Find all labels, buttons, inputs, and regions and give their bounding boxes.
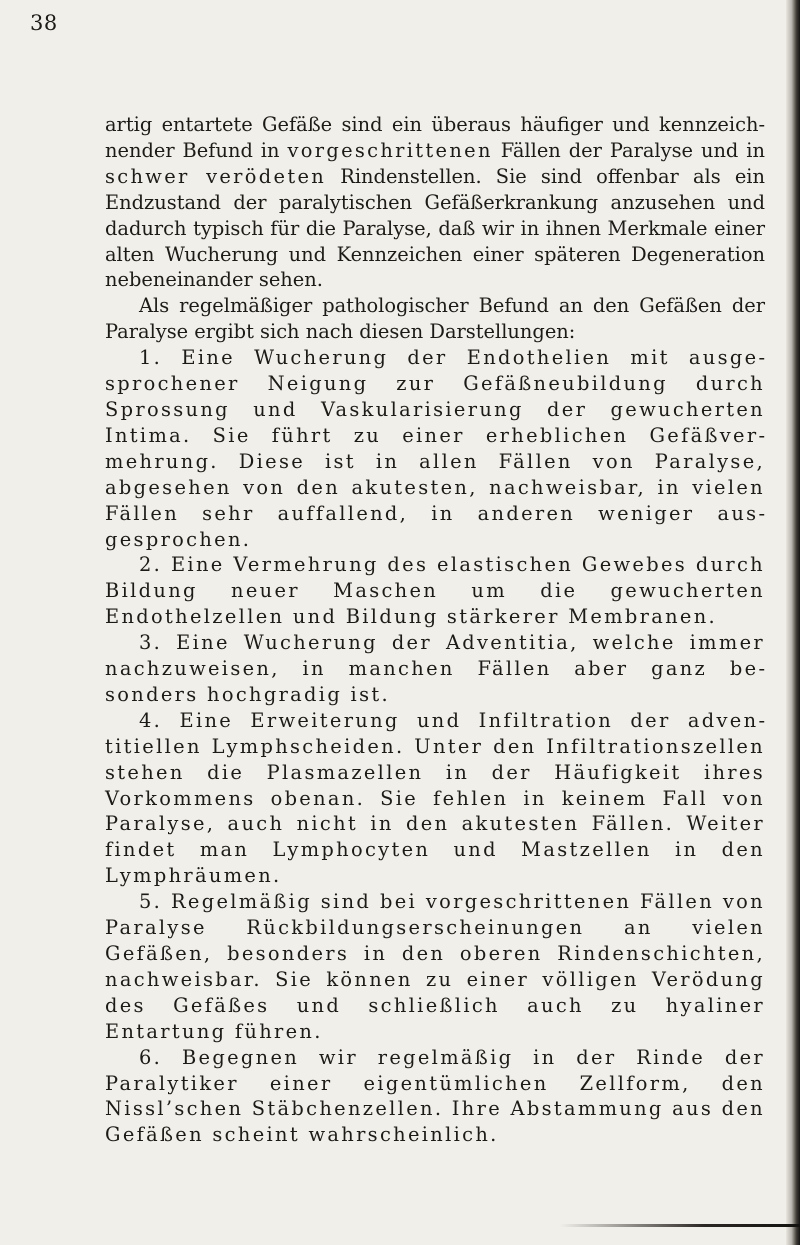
finding-5	[105, 889, 765, 1044]
finding-4	[105, 708, 765, 889]
finding-text: 6. Begegnen wir regelmäßig in der Rinde der Paralytiker einer eigentümlichen Zellform, den Nissl’schen Stäbchenzellen. Ihre Abstammung aus den Gefäßen scheint wahrscheinlich.	[105, 1045, 765, 1147]
text-segment: Rindenstellen. Sie sind offenbar als ein Endzustand der paralytischen Gefäßerkrankung anzusehen und dadurch typisch für die Paralyse, daß wir in ihnen Merkmale einer alten Wucherung und Kennzeichen einer späteren Degeneration nebeneinander sehen.	[105, 164, 765, 292]
page-bottom-edge	[560, 1224, 800, 1227]
finding-1	[105, 345, 765, 552]
finding-6	[105, 1045, 765, 1149]
text-segment: artig entartete Gefäße sind ein überaus häufiger und kennzeichnender Befund in	[105, 113, 765, 162]
finding-text: 1. Eine Wucherung der Endothelien mit ausgesprochener Neigung zur Gefäßneubildung durch Sprossung und Vaskularisierung der gewucherten Intima. Sie führt zu einer erheblichen Gefäßvermehrung. Diese ist in allen Fällen von Paralyse, abgesehen von den akutesten, nachweisbar, in vielen Fällen sehr auffallend, in anderen weniger ausgesprochen.	[105, 346, 765, 551]
paragraph-intro	[105, 293, 765, 345]
emphasized-text: vorgeschrittenen	[287, 138, 493, 162]
finding-text: 5. Regelmäßig sind bei vorgeschrittenen Fällen von Paralyse Rückbildungserscheinungen an vielen Gefäßen, besonders in den oberen Rindenschichten, nachweisbar. Sie können zu einer völligen Verödung des Gefäßes und schließlich auch zu hyaliner Entartung führen.	[105, 890, 765, 1043]
finding-text: 3. Eine Wucherung der Adventitia, welche immer nachzuweisen, in manchen Fällen aber ganz besonders hochgradig ist.	[105, 631, 765, 706]
page-number: 38	[30, 11, 58, 35]
emphasized-text: schwer verödeten	[105, 164, 327, 188]
text-segment: Als regelmäßiger pathologischer Befund an den Gefäßen der Paralyse ergibt sich nach diesen Darstellungen:	[105, 294, 765, 344]
paragraph-continuation	[105, 112, 765, 293]
finding-2	[105, 552, 765, 630]
page-edge-shadow	[786, 0, 800, 1245]
finding-text: 2. Eine Vermehrung des elastischen Gewebes durch Bildung neuer Maschen um die gewucherten Endothelzellen und Bildung stärkerer Membranen.	[105, 553, 765, 629]
finding-text: 4. Eine Erweiterung und Infiltration der adventitiellen Lymphscheiden. Unter den Infiltrationszellen stehen die Plasmazellen in der Häufigkeit ihres Vorkommens obenan. Sie fehlen in keinem Fall von Paralyse, auch nicht in den akutesten Fällen. Weiter findet man Lymphocyten und Mastzellen in den Lymphräumen.	[105, 708, 765, 888]
body-text	[105, 112, 765, 1148]
text-segment: Fällen der Paralyse und in	[492, 138, 765, 162]
finding-3	[105, 630, 765, 708]
